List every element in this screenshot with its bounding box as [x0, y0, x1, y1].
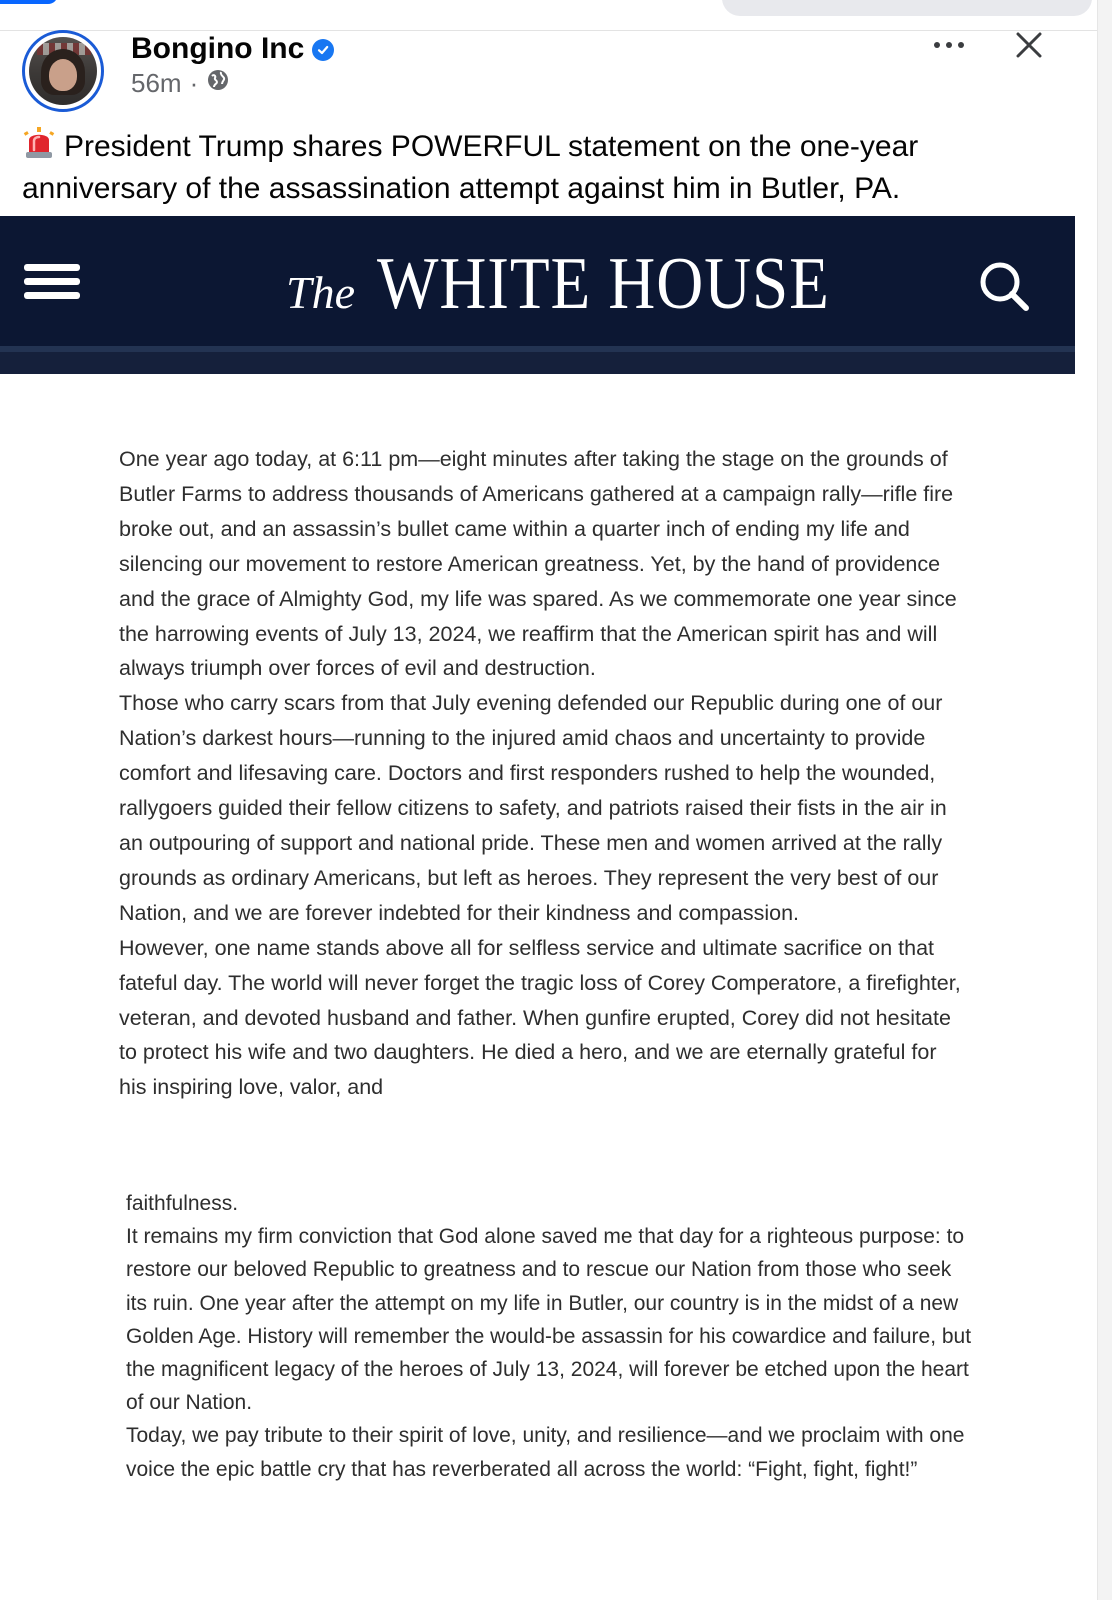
post-time[interactable]: 56m — [131, 68, 182, 98]
scroll-edge — [1097, 0, 1112, 1600]
more-options-button[interactable] — [932, 30, 966, 62]
statement-paragraph: Today, we pay tribute to their spirit of love, unity, and resilience—and we proclaim with one voice the epic battle cry that has reverberated all across the world: “Fight, fight, fight!” — [126, 1424, 965, 1481]
post-caption — [22, 126, 1062, 208]
logo-white-house: WHITE HOUSE — [377, 243, 830, 325]
statement-paragraph: However, one name stands above all for selfless service and ultimate sacrifice on that fateful day. The world will never forget the tragic loss of Corey Comperatore, a firefighter, veteran, and devoted husband and father. When gunfire erupted, Corey did not hesitate to protect his wife and two daughters. He died a hero, and we are eternally grateful for his inspiring love, valor, and — [119, 935, 961, 1100]
navbar-shadow — [0, 352, 1075, 374]
author-name[interactable]: Bongino Inc — [131, 32, 305, 65]
top-toolbar — [0, 0, 1112, 31]
verified-badge-icon — [312, 39, 334, 61]
statement-paragraph: Those who carry scars from that July evening defended our Republic during one of our Nation’s darkest hours—running to the injured amid chaos and uncertainty to provide comfort and lifesaving care. Doctors and first responders rushed to help the wounded, rallygoers guided their fellow citizens to safety, and patriots raised their fists in the air in an outpouring of support and national pride. These men and women arrived at the rally grounds as ordinary Americans, but left as heroes. They represent the very best of our Nation, and we are forever indebted for their kindness and compassion. — [119, 691, 947, 925]
avatar[interactable] — [22, 30, 104, 112]
meta-separator: · — [189, 68, 199, 98]
close-button[interactable] — [1014, 30, 1044, 60]
statement-page-1 — [119, 442, 969, 1105]
logo-the: The — [286, 267, 355, 318]
site-logo[interactable] — [286, 242, 892, 325]
search-pill[interactable] — [722, 0, 1092, 16]
statement-page-2 — [126, 1187, 976, 1486]
statement-paragraph: It remains my firm conviction that God alone saved me that day for a righteous purpose: to restore our beloved Republic to greatness and to rescue our Nation from those who seek its ruin. One year after the attempt on my life in Butler, our country is in the midst of a new Golden Age. History will remember the would-be assassin for his cowardice and failure, but the magnificent legacy of the heroes of July 13, 2024, will forever be etched upon the heart of our Nation. — [126, 1225, 972, 1415]
post-meta — [131, 68, 230, 99]
globe-icon — [206, 68, 230, 99]
post-header — [0, 30, 1112, 126]
close-icon — [1014, 30, 1044, 60]
avatar-photo — [29, 37, 97, 105]
search-icon[interactable] — [976, 258, 1032, 314]
statement-paragraph: faithfulness. — [126, 1192, 239, 1215]
siren-emoji-icon — [22, 126, 56, 170]
caption-text: President Trump shares POWERFUL statement on the one-year anniversary of the assassination attempt against him in Butler, PA. — [22, 130, 919, 205]
author-name-row — [131, 32, 334, 66]
app-accent — [0, 0, 58, 4]
statement-paragraph: One year ago today, at 6:11 pm—eight minutes after taking the stage on the grounds of Butler Farms to address thousands of Americans gathered at a campaign rally—rifle fire broke out, and an assassin’s bullet came within a quarter inch of ending my life and silencing our movement to restore American greatness. Yet, by the hand of providence and the grace of Almighty God, my life was spared. As we commemorate one year since the harrowing events of July 13, 2024, we reaffirm that the American spirit has and will always triumph over forces of evil and destruction. — [119, 447, 957, 681]
white-house-navbar — [0, 216, 1075, 346]
menu-icon[interactable] — [24, 264, 80, 300]
avatar-face — [49, 59, 77, 91]
